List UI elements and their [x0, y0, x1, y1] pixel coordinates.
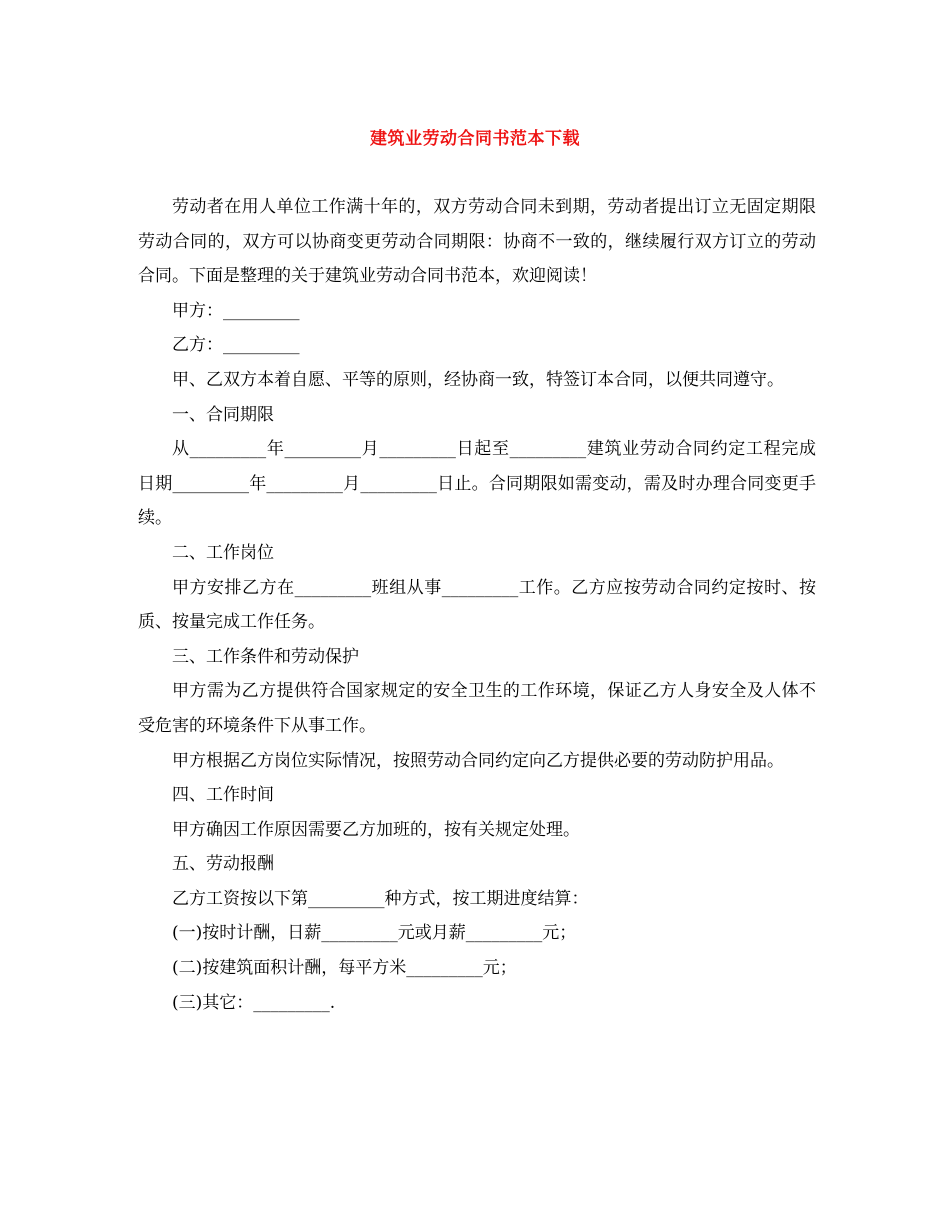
pay-option-3: (三)其它：_________.	[172, 992, 336, 1013]
section-heading-hours: 四、工作时间	[172, 785, 274, 806]
section-heading-conditions: 三、工作条件和劳动保护	[172, 646, 359, 667]
pay-paragraph: 乙方工资按以下第_________种方式，按工期进度结算：	[172, 888, 589, 909]
conditions-paragraph-1: 甲方需为乙方提供符合国家规定的安全卫生的工作环境，保证乙方人身安全及人体不受危害的环境条件下从事工作。	[138, 681, 816, 736]
intro-paragraph: 劳动者在用人单位工作满十年的，双方劳动合同未到期，劳动者提出订立无固定期限劳动合同的，双方可以协商变更劳动合同期限：协商不一致的，继续履行双方订立的劳动合同。下面是整理的关于建筑业劳动合同书范本，欢迎阅读！	[138, 197, 816, 287]
document-title: 建筑业劳动合同书范本下载	[370, 129, 580, 149]
document-body	[138, 190, 816, 1020]
section-heading-position: 二、工作岗位	[172, 542, 274, 563]
hours-paragraph: 甲方确因工作原因需要乙方加班的，按有关规定处理。	[172, 819, 580, 840]
agreement-paragraph: 甲、乙双方本着自愿、平等的原则，经协商一致，特签订本合同，以便共同遵守。	[172, 369, 784, 390]
conditions-paragraph-2: 甲方根据乙方岗位实际情况，按照劳动合同约定向乙方提供必要的劳动防护用品。	[172, 750, 784, 771]
pay-option-2: (二)按建筑面积计酬，每平方米_________元；	[172, 958, 517, 979]
party-a-line: 甲方：_________	[172, 300, 300, 321]
section-heading-pay: 五、劳动报酬	[172, 854, 274, 875]
section-heading-term: 一、合同期限	[172, 404, 274, 425]
term-paragraph: 从_________年_________月_________日起至_________建筑业劳动合同约定工程完成日期_________年_________月_________日止。合同期限如需变动，需及时办理合同变更手续。	[138, 439, 816, 529]
party-b-line: 乙方：_________	[172, 335, 300, 356]
position-paragraph: 甲方安排乙方在_________班组从事_________工作。乙方应按劳动合同约定按时、按质、按量完成工作任务。	[138, 577, 816, 633]
pay-option-1: (一)按时计酬，日薪_________元或月薪_________元；	[172, 923, 577, 944]
